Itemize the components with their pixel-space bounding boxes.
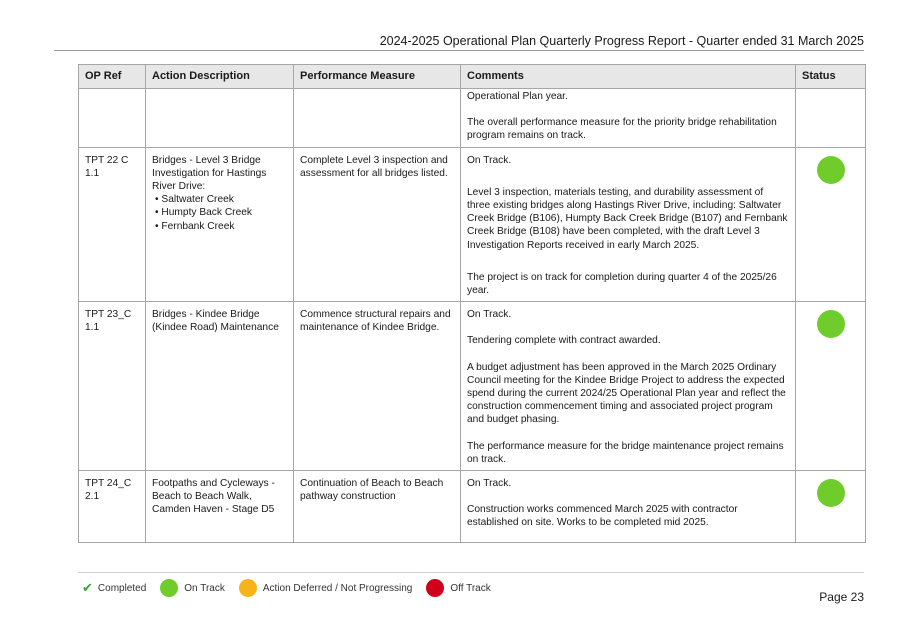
cell-status [796, 471, 866, 543]
comment-paragraph: Construction works commenced March 2025 with contractor established on site. Works to be completed mid 2025. [467, 504, 738, 529]
cell-comments [461, 302, 796, 471]
table-row [79, 302, 866, 471]
column-header-action: Action Description [146, 65, 294, 89]
legend-label: Action Deferred / Not Progressing [262, 582, 413, 594]
cell-measure: Continuation of Beach to Beach pathway construction [294, 471, 461, 543]
cell-measure [294, 89, 461, 148]
cell-action: Bridges - Kindee Bridge (Kindee Road) Maintenance [146, 302, 294, 471]
legend-label: On Track [184, 582, 225, 594]
legend-label: Completed [97, 582, 147, 594]
cell-op-ref: TPT 22 C 1.1 [79, 147, 146, 302]
cell-action [146, 147, 294, 302]
comment-paragraph: Operational Plan year. [467, 91, 568, 102]
comment-paragraph: The project is on track for completion during quarter 4 of the 2025/26 year. [467, 271, 777, 297]
legend-item-deferred [239, 579, 413, 597]
comment-paragraph: On Track. [467, 478, 512, 490]
cell-status [796, 147, 866, 302]
legend-item-completed [82, 580, 146, 596]
header-divider [54, 50, 864, 51]
table-header-row [79, 65, 866, 89]
cell-op-ref: TPT 23_C 1.1 [79, 302, 146, 471]
amber-circle-icon [239, 579, 257, 597]
column-header-measure: Performance Measure [294, 65, 461, 89]
cell-status [796, 302, 866, 471]
comment-paragraph: A budget adjustment has been approved in the March 2025 Ordinary Council meeting for the Kindee Bridge Project to address the expected spend during the current 2024/25 Operational Plan year and reflect the construction commencement timing and associated project program and budget phasing. [467, 361, 786, 426]
comment-paragraph: Tendering complete with contract awarded. [467, 335, 661, 347]
action-description: Bridges - Level 3 Bridge Investigation for Hastings River Drive: [152, 154, 267, 193]
comment-paragraph: The performance measure for the bridge maintenance project remains on track. [467, 440, 784, 465]
footer-divider [78, 572, 864, 573]
comment-paragraph: On Track. [467, 154, 512, 166]
column-header-comments: Comments [461, 65, 796, 89]
cell-op-ref [79, 89, 146, 148]
column-header-status: Status [796, 65, 866, 89]
action-item: • Humpty Back Creek [155, 206, 287, 219]
status-on-track-icon [817, 310, 845, 338]
legend-item-off-track [426, 579, 490, 597]
comment-paragraph: On Track. [467, 309, 512, 321]
cell-comments [461, 147, 796, 302]
comment-paragraph: The overall performance measure for the priority bridge rehabilitation program remains on track. [467, 117, 777, 142]
progress-table [78, 64, 866, 543]
legend-label: Off Track [450, 582, 491, 594]
status-legend [82, 577, 505, 599]
cell-comments [461, 89, 796, 148]
report-header-title: 2024-2025 Operational Plan Quarterly Progress Report - Quarter ended 31 March 2025 [379, 34, 864, 48]
check-icon: ✔ [82, 580, 93, 595]
action-item-list [152, 193, 287, 233]
action-item: • Fernbank Creek [155, 220, 287, 233]
red-circle-icon [426, 579, 444, 597]
green-circle-icon [160, 579, 178, 597]
table-row-continuation [79, 89, 866, 148]
action-item: • Saltwater Creek [155, 193, 287, 206]
column-header-op-ref: OP Ref [79, 65, 146, 89]
table-row [79, 147, 866, 302]
cell-comments [461, 471, 796, 543]
cell-measure: Commence structural repairs and maintenance of Kindee Bridge. [294, 302, 461, 471]
cell-action: Footpaths and Cycleways - Beach to Beach Walk, Camden Haven - Stage D5 [146, 471, 294, 543]
cell-measure: Complete Level 3 inspection and assessment for all bridges listed. [294, 147, 461, 302]
cell-op-ref: TPT 24_C 2.1 [79, 471, 146, 543]
legend-item-on-track [160, 579, 225, 597]
page-number: Page 23 [819, 590, 864, 604]
status-on-track-icon [817, 479, 845, 507]
cell-status [796, 89, 866, 148]
comment-paragraph: Level 3 inspection, materials testing, and durability assessment of three existing bridges along Hastings River Drive, including: Saltwater Creek Bridge (B106), Humpty Back Creek Bridge (B107) and Fernbank Creek Bridge (B108) have been completed, with the draft Level 3 Investigation Reports received in early March 2025. [467, 186, 788, 251]
cell-action [146, 89, 294, 148]
status-on-track-icon [817, 156, 845, 184]
table-row [79, 471, 866, 543]
